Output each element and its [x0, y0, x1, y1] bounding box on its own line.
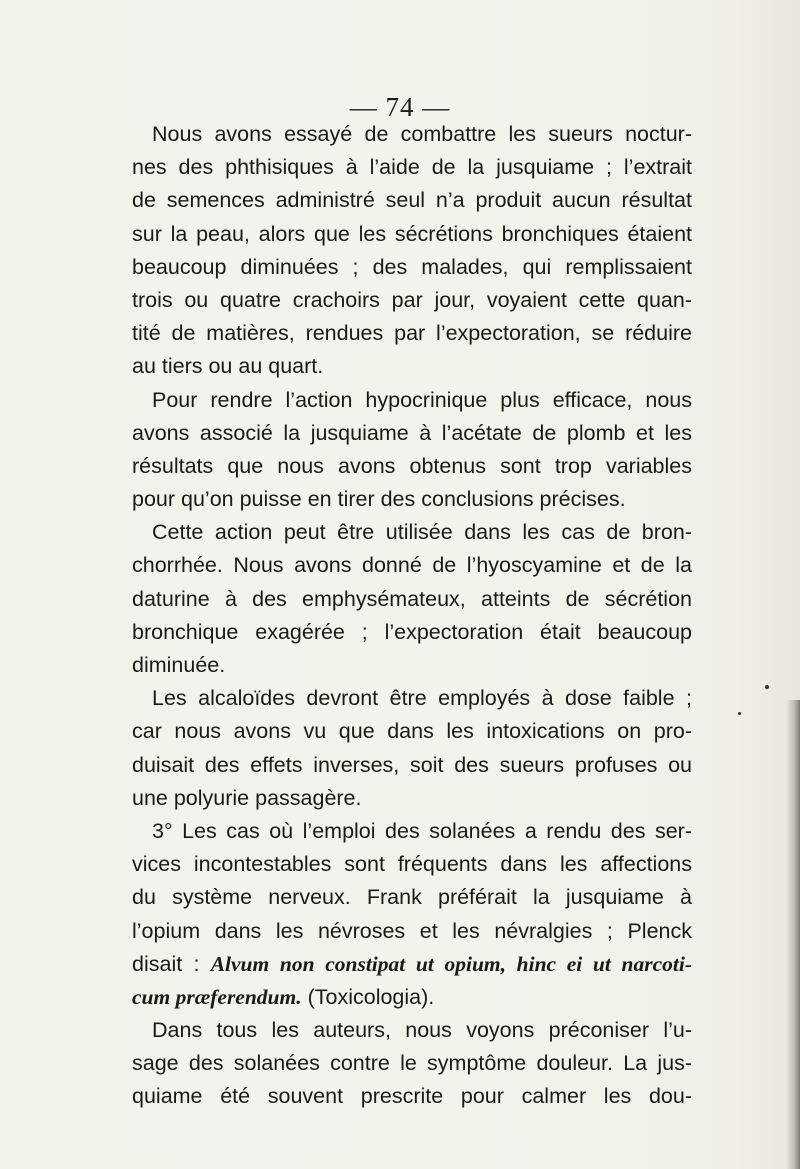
body-text: [132, 118, 692, 1114]
text-line: Pour rendre l’action hypocrinique plus efficace, nous: [152, 387, 692, 412]
text-line: trois ou quatre crachoirs par jour, voyaient cette quan-: [132, 287, 692, 312]
text-line: diminuée.: [132, 653, 226, 677]
print-speck: [765, 685, 769, 689]
text-line: nes des phthisiques à l’aide de la jusquiame ; l’extrait: [132, 155, 692, 180]
page-edge-shadow: [786, 700, 800, 1169]
text-line: chorrhée. Nous avons donné de l’hyoscyamine et de la: [132, 553, 692, 578]
text-line: 3° Les cas où l’emploi des solanées a rendu des ser-: [152, 818, 692, 843]
text-line: Cette action peut être utilisée dans les cas de bron-: [152, 520, 692, 545]
text-line: sage des solanées contre le symptôme douleur. La jus-: [132, 1051, 692, 1076]
text-line: bronchique exagérée ; l’expectoration était beaucoup: [132, 619, 692, 644]
text-line: l’opium dans les névroses et les névralgies ; Plenck: [132, 918, 692, 943]
page-number: — 74 —: [349, 92, 451, 122]
text-line: du système nerveux. Frank préférait la jusquiame à: [132, 885, 692, 910]
text-line: [132, 948, 692, 981]
text-line: quiame été souvent prescrite pour calmer les dou-: [132, 1084, 692, 1109]
print-speck: [738, 712, 741, 715]
text-line: au tiers ou au quart.: [132, 354, 324, 379]
text-line: duisait des effets inverses, soit des sueurs profuses ou: [132, 752, 692, 777]
text-line: [132, 981, 692, 1014]
text-line: car nous avons vu que dans les intoxications on pro-: [132, 719, 692, 744]
latin-quote: Alvum non constipat ut opium, hinc ei ut narcoti-: [210, 951, 692, 976]
text-line: avons associé la jusquiame à l’acétate de plomb et les: [132, 420, 692, 445]
quote-intro: disait :: [132, 951, 211, 976]
latin-quote: cum præferendum.: [132, 984, 302, 1009]
text-line: vices incontestables sont fréquents dans les affections: [132, 852, 692, 877]
text-line: daturine à des emphysémateux, atteints de sécrétion: [132, 586, 692, 611]
quote-source: (Toxicologia).: [301, 984, 435, 1009]
text-line: résultats que nous avons obtenus sont trop variables: [132, 453, 692, 478]
text-line: beaucoup diminuées ; des malades, qui remplissaient: [132, 254, 692, 279]
text-line: de semences administré seul n’a produit aucun résultat: [132, 188, 692, 213]
text-line: Nous avons essayé de combattre les sueurs noctur-: [152, 122, 692, 146]
text-line: pour qu’on puisse en tirer des conclusions précises.: [132, 487, 626, 512]
text-line: une polyurie passagère.: [132, 785, 362, 810]
text-line: sur la peau, alors que les sécrétions bronchiques étaient: [132, 221, 692, 246]
text-line: Les alcaloïdes devront être employés à dose faible ;: [152, 686, 692, 711]
text-line: Dans tous les auteurs, nous voyons préconiser l’u-: [152, 1018, 692, 1043]
text-line: tité de matières, rendues par l’expectoration, se réduire: [132, 321, 692, 346]
